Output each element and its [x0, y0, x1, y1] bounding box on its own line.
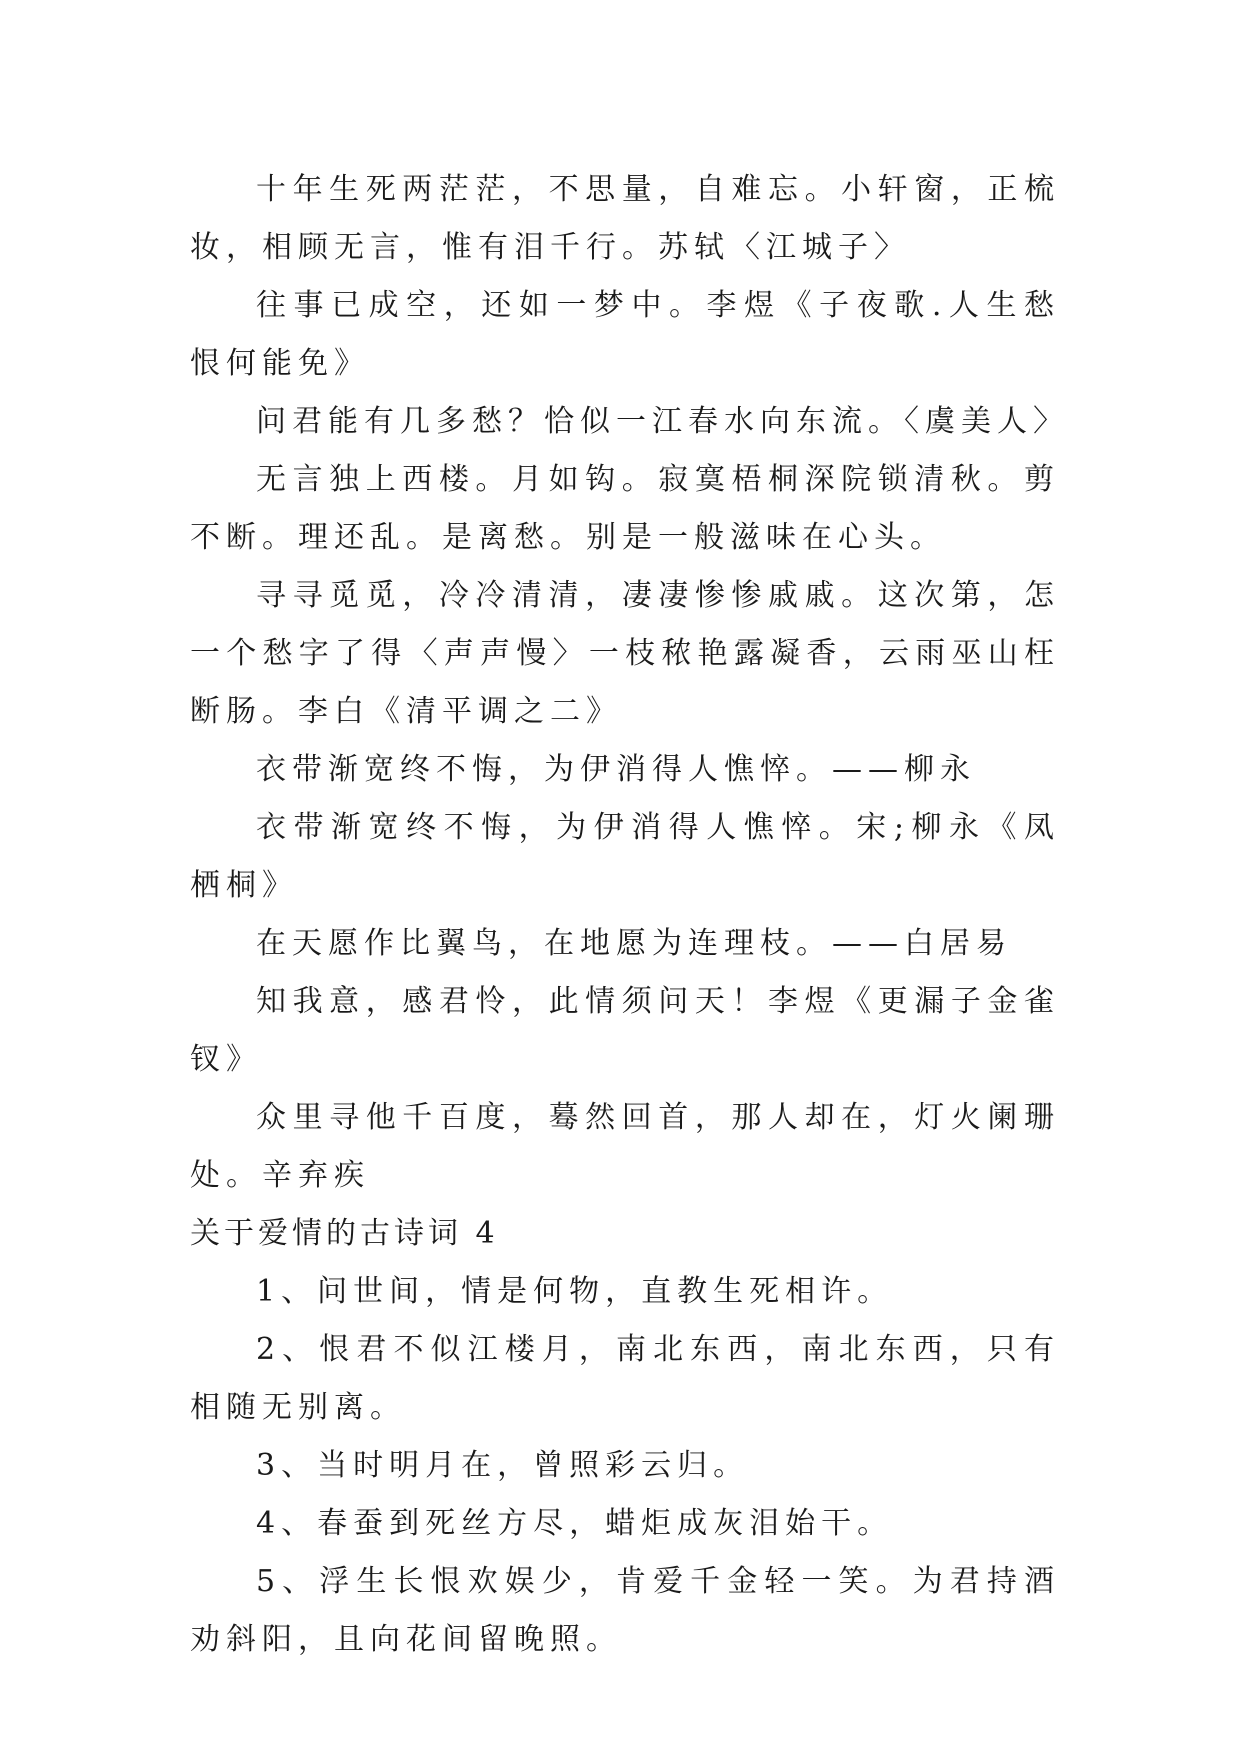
section-heading: 关于爱情的古诗词 4	[190, 1216, 499, 1251]
paragraph-ziyege: 往事已成空，还如一梦中。李煜《子夜歌.人生愁恨何能免》	[190, 288, 1060, 381]
list-item-1: 1、问世间，情是何物，直教生死相许。	[256, 1274, 894, 1309]
list-item-4: 4、春蚕到死丝方尽，蜡炬成灰泪始干。	[256, 1506, 894, 1541]
paragraph-jiangchengzi: 十年生死两茫茫，不思量，自难忘。小轩窗，正梳妆，相顾无言，惟有泪千行。苏轼〈江城子〉	[190, 172, 1060, 265]
paragraph-genglouzi: 知我意，感君怜，此情须问天！李煜《更漏子金雀钗》	[190, 984, 1060, 1077]
list-item-5: 5、浮生长恨欢娱少，肯爱千金轻一笑。为君持酒劝斜阳，且向花间留晚照。	[190, 1564, 1060, 1657]
paragraph-xilou: 无言独上西楼。月如钩。寂寞梧桐深院锁清秋。剪不断。理还乱。是离愁。别是一般滋味在心头。	[190, 462, 1060, 555]
paragraph-baijuyi: 在天愿作比翼鸟，在地愿为连理枝。——白居易	[256, 926, 1012, 961]
list-item-3: 3、当时明月在，曾照彩云归。	[256, 1448, 750, 1483]
paragraph-yumeiren: 问君能有几多愁？恰似一江春水向东流。〈虞美人〉	[256, 404, 1069, 439]
paragraph-liuyong-2: 衣带渐宽终不悔，为伊消得人憔悴。宋;柳永《凤栖桐》	[190, 810, 1060, 903]
paragraph-liuyong-1: 衣带渐宽终不悔，为伊消得人憔悴。——柳永	[256, 752, 976, 787]
paragraph-shengshengman: 寻寻觅觅，冷冷清清，凄凄惨惨戚戚。这次第，怎一个愁字了得〈声声慢〉一枝秾艳露凝香，云雨巫山枉断肠。李白《清平调之二》	[190, 578, 1060, 729]
list-item-2: 2、恨君不似江楼月，南北东西，南北东西，只有相随无别离。	[190, 1332, 1060, 1425]
document-body	[190, 161, 1069, 1669]
paragraph-xinqiji: 众里寻他千百度，蓦然回首，那人却在，灯火阑珊处。辛弃疾	[190, 1100, 1060, 1193]
